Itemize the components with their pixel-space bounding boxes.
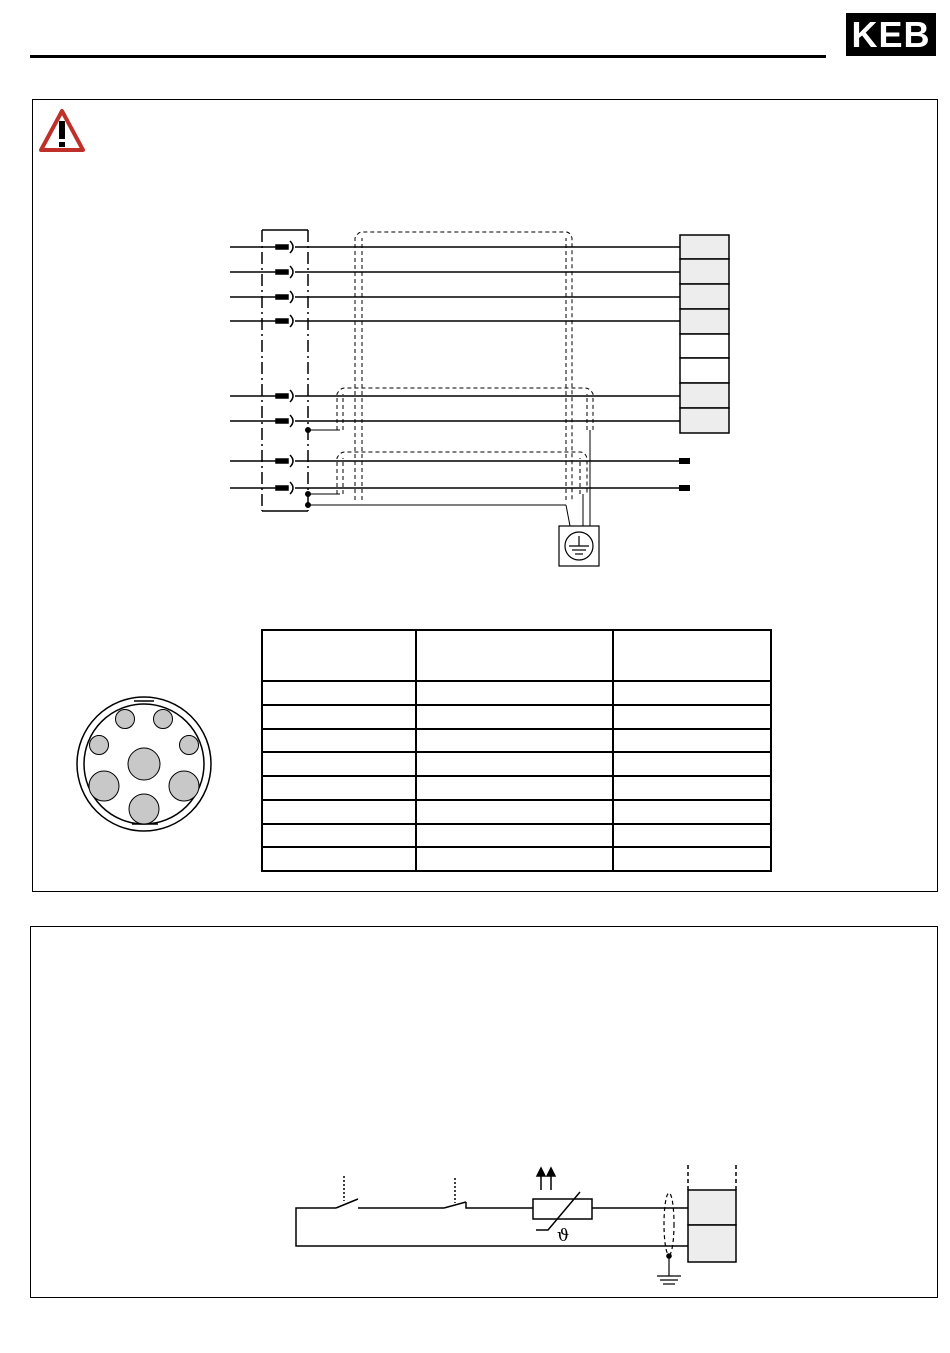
keb-logo: KEB [846,13,936,56]
thermal-terminal-block [688,1165,736,1262]
shield-ground [657,1193,681,1284]
circuit-wires [296,1202,688,1246]
thermistor-icon [533,1168,592,1230]
switch-contacts [336,1176,466,1208]
temperature-symbol: ϑ [557,1226,570,1246]
